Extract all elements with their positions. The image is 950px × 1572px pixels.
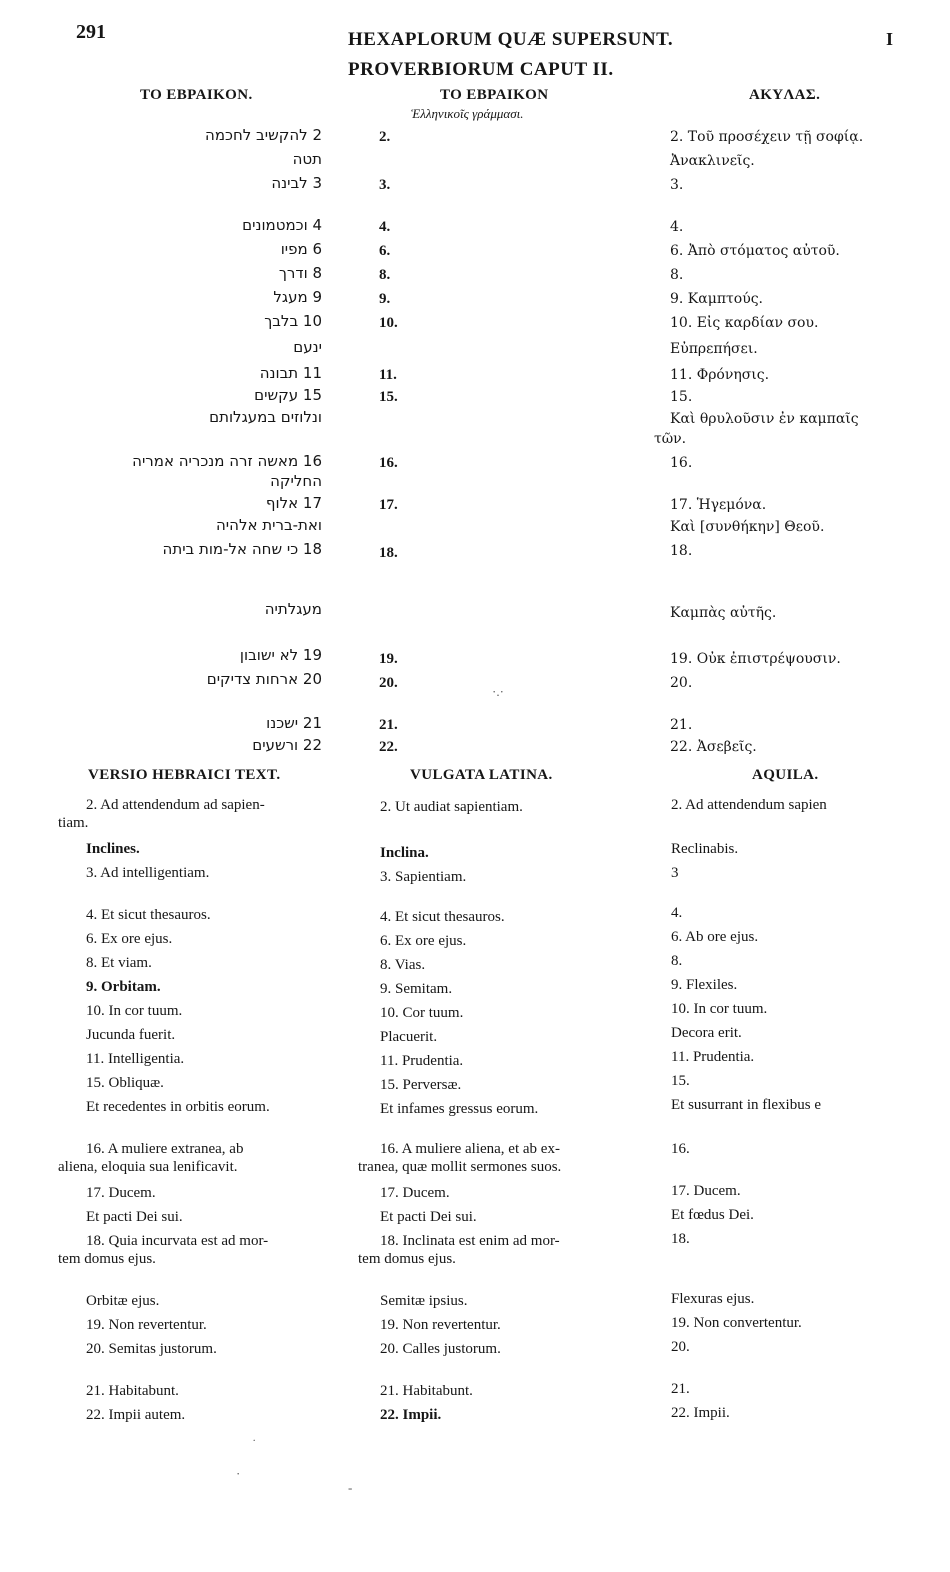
aquila-latin-line: 18. xyxy=(671,1231,690,1247)
vulgata-line: tranea, quæ mollit sermones suos. xyxy=(358,1159,562,1175)
hebrew-column-heading: TO EBPAIKON. xyxy=(140,87,253,103)
aquila-latin-line: 21. xyxy=(671,1381,690,1397)
hebrew-line: 11 תבונה xyxy=(259,364,322,382)
verse-number: 11. xyxy=(379,367,397,383)
verse-number: 15. xyxy=(379,389,398,405)
hebrew-line: 9 מעגל xyxy=(273,288,322,306)
verse-number: 2. xyxy=(379,129,391,145)
greek-line: Καὶ [συνθήκην] Θεοῦ. xyxy=(670,519,825,535)
verse-number: 8. xyxy=(379,267,391,283)
versio-line: 4. Et sicut thesauros. xyxy=(86,907,211,923)
aquila-latin-heading: AQUILA. xyxy=(752,767,819,783)
verse-number: 9. xyxy=(379,291,391,307)
aquila-latin-line: Flexuras ejus. xyxy=(671,1291,755,1307)
hebrew-line: ונלוזים במעגלותם xyxy=(209,408,322,426)
transliteration-column-subheading: Ἑλληνικοῖς γράμμασι. xyxy=(411,106,524,121)
aquila-latin-line: 4. xyxy=(671,905,683,921)
versio-line: 21. Habitabunt. xyxy=(86,1383,179,1399)
vulgata-line: tem domus ejus. xyxy=(358,1251,456,1267)
versio-line: Inclines. xyxy=(86,841,140,857)
aquila-latin-line: 19. Non convertentur. xyxy=(671,1315,802,1331)
aquila-greek-column-heading: AKYΛAΣ. xyxy=(749,87,821,103)
hebrew-line: 3 לבינה xyxy=(271,174,322,192)
greek-line: 21. xyxy=(670,717,693,733)
aquila-latin-line: 8. xyxy=(671,953,683,969)
verse-number: 17. xyxy=(379,497,398,513)
vulgata-line: 3. Sapientiam. xyxy=(380,869,467,885)
vulgata-line: 19. Non revertentur. xyxy=(380,1317,501,1333)
versio-line: tem domus ejus. xyxy=(58,1251,156,1267)
hebrew-line: 15 עקשים xyxy=(254,386,322,404)
vulgata-line: 21. Habitabunt. xyxy=(380,1383,473,1399)
greek-line: 2. Τοῦ προσέχειν τῇ σοφίᾳ. xyxy=(670,129,864,145)
hebrew-line: 18 כי שחה אל-מות ביתה xyxy=(162,540,322,558)
versio-line: Et recedentes in orbitis eorum. xyxy=(86,1099,270,1115)
aquila-latin-line: Et fœdus Dei. xyxy=(671,1207,754,1223)
hebrew-line: 6 מפיו xyxy=(280,240,322,258)
aquila-latin-line: 16. xyxy=(671,1141,690,1157)
verse-number: 3. xyxy=(379,177,391,193)
vulgata-line: Et infames gressus eorum. xyxy=(380,1101,539,1117)
greek-line: 15. xyxy=(670,389,693,405)
aquila-latin-line: 11. Prudentia. xyxy=(671,1049,755,1065)
versio-line: 10. In cor tuum. xyxy=(86,1003,183,1019)
greek-line: 17. Ἡγεμόνα. xyxy=(670,497,767,513)
aquila-latin-line: 15. xyxy=(671,1073,690,1089)
versio-line: 11. Intelligentia. xyxy=(86,1051,185,1067)
versio-line: 22. Impii autem. xyxy=(86,1407,186,1423)
corner-mark: I xyxy=(886,29,894,49)
greek-line: τῶν. xyxy=(654,431,687,447)
greek-line: 11. Φρόνησις. xyxy=(670,367,770,383)
print-speck: · xyxy=(236,1466,241,1481)
aquila-latin-line: 20. xyxy=(671,1339,690,1355)
page-number: 291 xyxy=(76,21,106,43)
verse-number: 18. xyxy=(379,545,398,561)
hebrew-line: 20 ארחות צדיקים xyxy=(206,670,322,688)
transliteration-column-heading: TO EBPAIKON xyxy=(440,87,549,103)
vulgata-line: 20. Calles justorum. xyxy=(380,1341,501,1357)
aquila-latin-line: 3 xyxy=(671,865,679,881)
versio-line: 6. Ex ore ejus. xyxy=(86,931,173,947)
versio-line: 9. Orbitam. xyxy=(86,979,161,995)
hebrew-line: 19 לא ישובון xyxy=(239,646,322,664)
verse-number: 6. xyxy=(379,243,391,259)
vulgata-line: 4. Et sicut thesauros. xyxy=(380,909,505,925)
hebrew-line: 17 אלוף xyxy=(265,494,322,512)
versio-line: tiam. xyxy=(58,815,89,831)
greek-line: 16. xyxy=(670,455,693,471)
aquila-latin-line: Et susurrant in flexibus e xyxy=(671,1097,821,1113)
running-title: HEXAPLORUM QUÆ SUPERSUNT. xyxy=(348,29,674,50)
versio-line: 15. Obliquæ. xyxy=(86,1075,164,1091)
vulgata-line: Inclina. xyxy=(380,845,429,861)
versio-line: 2. Ad attendendum ad sapien- xyxy=(86,797,265,813)
aquila-latin-line: 10. In cor tuum. xyxy=(671,1001,768,1017)
greek-line: Καὶ θρυλοῦσιν ἐν καμπαῖς xyxy=(670,411,859,427)
greek-line: Ἀνακλινεῖς. xyxy=(670,153,755,169)
greek-line: 10. Εἰς καρδίαν σου. xyxy=(670,315,819,331)
vulgata-line: 16. A muliere aliena, et ab ex- xyxy=(380,1141,560,1157)
hebrew-line: 16 מאשה זרה מנכריה אמריה xyxy=(132,452,322,470)
hebrew-line: החליקה xyxy=(270,472,322,490)
vulgata-line: 15. Perversæ. xyxy=(380,1077,462,1093)
versio-line: aliena, eloquia sua lenificavit. xyxy=(58,1159,238,1175)
verse-number: 16. xyxy=(379,455,398,471)
vulgata-line: 9. Semitam. xyxy=(380,981,453,997)
aquila-latin-line: Reclinabis. xyxy=(671,841,739,857)
greek-line: 4. xyxy=(670,219,684,235)
vulgata-line: 17. Ducem. xyxy=(380,1185,450,1201)
greek-line: 22. Ἀσεβεῖς. xyxy=(670,739,757,755)
greek-line: 19. Οὐκ ἐπιστρέψουσιν. xyxy=(670,651,841,667)
hebrew-line: מעגלתיה xyxy=(264,600,322,618)
vulgata-line: 2. Ut audiat sapientiam. xyxy=(380,799,523,815)
versio-line: 8. Et viam. xyxy=(86,955,152,971)
hebrew-line: 21 ישכנו xyxy=(266,714,322,732)
hebrew-line: תטה xyxy=(292,150,322,168)
vulgata-line: Semitæ ipsius. xyxy=(380,1293,468,1309)
print-speck: ·.· xyxy=(492,684,504,699)
hebrew-line: 22 ורשעים xyxy=(252,736,322,754)
vulgata-line: 11. Prudentia. xyxy=(380,1053,464,1069)
versio-line: Jucunda fuerit. xyxy=(86,1027,176,1043)
verse-number: 10. xyxy=(379,315,398,331)
verse-number: 22. xyxy=(379,739,398,755)
vulgata-line: Et pacti Dei sui. xyxy=(380,1209,477,1225)
hebrew-line: 10 בלבך xyxy=(264,312,322,330)
verse-number: 20. xyxy=(379,675,398,691)
versio-line: 20. Semitas justorum. xyxy=(86,1341,217,1357)
vulgata-line: 10. Cor tuum. xyxy=(380,1005,464,1021)
aquila-latin-line: 9. Flexiles. xyxy=(671,977,738,993)
greek-line: 6. Ἀπὸ στόματος αὐτοῦ. xyxy=(670,243,840,259)
versio-line: 18. Quia incurvata est ad mor- xyxy=(86,1233,269,1249)
verse-number: 4. xyxy=(379,219,391,235)
versio-line: 3. Ad intelligentiam. xyxy=(86,865,210,881)
vulgata-line: Placuerit. xyxy=(380,1029,438,1045)
vulgata-line: 22. Impii. xyxy=(380,1407,442,1423)
verse-number: 19. xyxy=(379,651,398,667)
print-speck: - xyxy=(348,1480,353,1495)
versio-line: Orbitæ ejus. xyxy=(86,1293,160,1309)
greek-line: Καμπὰς αὐτῆς. xyxy=(670,605,777,621)
hebrew-line: 8 ודרך xyxy=(278,264,322,282)
versio-line: Et pacti Dei sui. xyxy=(86,1209,183,1225)
greek-line: 9. Καμπτούς. xyxy=(670,291,763,307)
hebrew-line: 4 וכמטמונים xyxy=(242,216,322,234)
verse-number: 21. xyxy=(379,717,398,733)
versio-heading: VERSIO HEBRAICI TEXT. xyxy=(88,767,281,783)
chapter-title: PROVERBIORUM CAPUT II. xyxy=(348,59,614,80)
aquila-latin-line: 17. Ducem. xyxy=(671,1183,741,1199)
greek-line: 8. xyxy=(670,267,684,283)
print-speck: ˙ xyxy=(252,1436,257,1451)
versio-line: 16. A muliere extranea, ab xyxy=(86,1141,244,1157)
versio-line: 19. Non revertentur. xyxy=(86,1317,207,1333)
greek-line: 3. xyxy=(670,177,684,193)
aquila-latin-line: Decora erit. xyxy=(671,1025,742,1041)
vulgata-line: 6. Ex ore ejus. xyxy=(380,933,467,949)
hebrew-line: ואת-ברית אלהיה xyxy=(215,516,322,534)
vulgata-line: 8. Vias. xyxy=(380,957,426,973)
vulgata-heading: VULGATA LATINA. xyxy=(410,767,553,783)
greek-line: 20. xyxy=(670,675,693,691)
greek-line: 18. xyxy=(670,543,693,559)
aquila-latin-line: 22. Impii. xyxy=(671,1405,730,1421)
versio-line: 17. Ducem. xyxy=(86,1185,156,1201)
aquila-latin-line: 2. Ad attendendum sapien xyxy=(671,797,827,813)
greek-line: Εὐπρεπήσει. xyxy=(670,341,758,357)
hebrew-line: 2 להקשיב לחכמה xyxy=(205,126,322,144)
aquila-latin-line: 6. Ab ore ejus. xyxy=(671,929,759,945)
hebrew-line: ינעם xyxy=(293,338,322,356)
vulgata-line: 18. Inclinata est enim ad mor- xyxy=(380,1233,560,1249)
